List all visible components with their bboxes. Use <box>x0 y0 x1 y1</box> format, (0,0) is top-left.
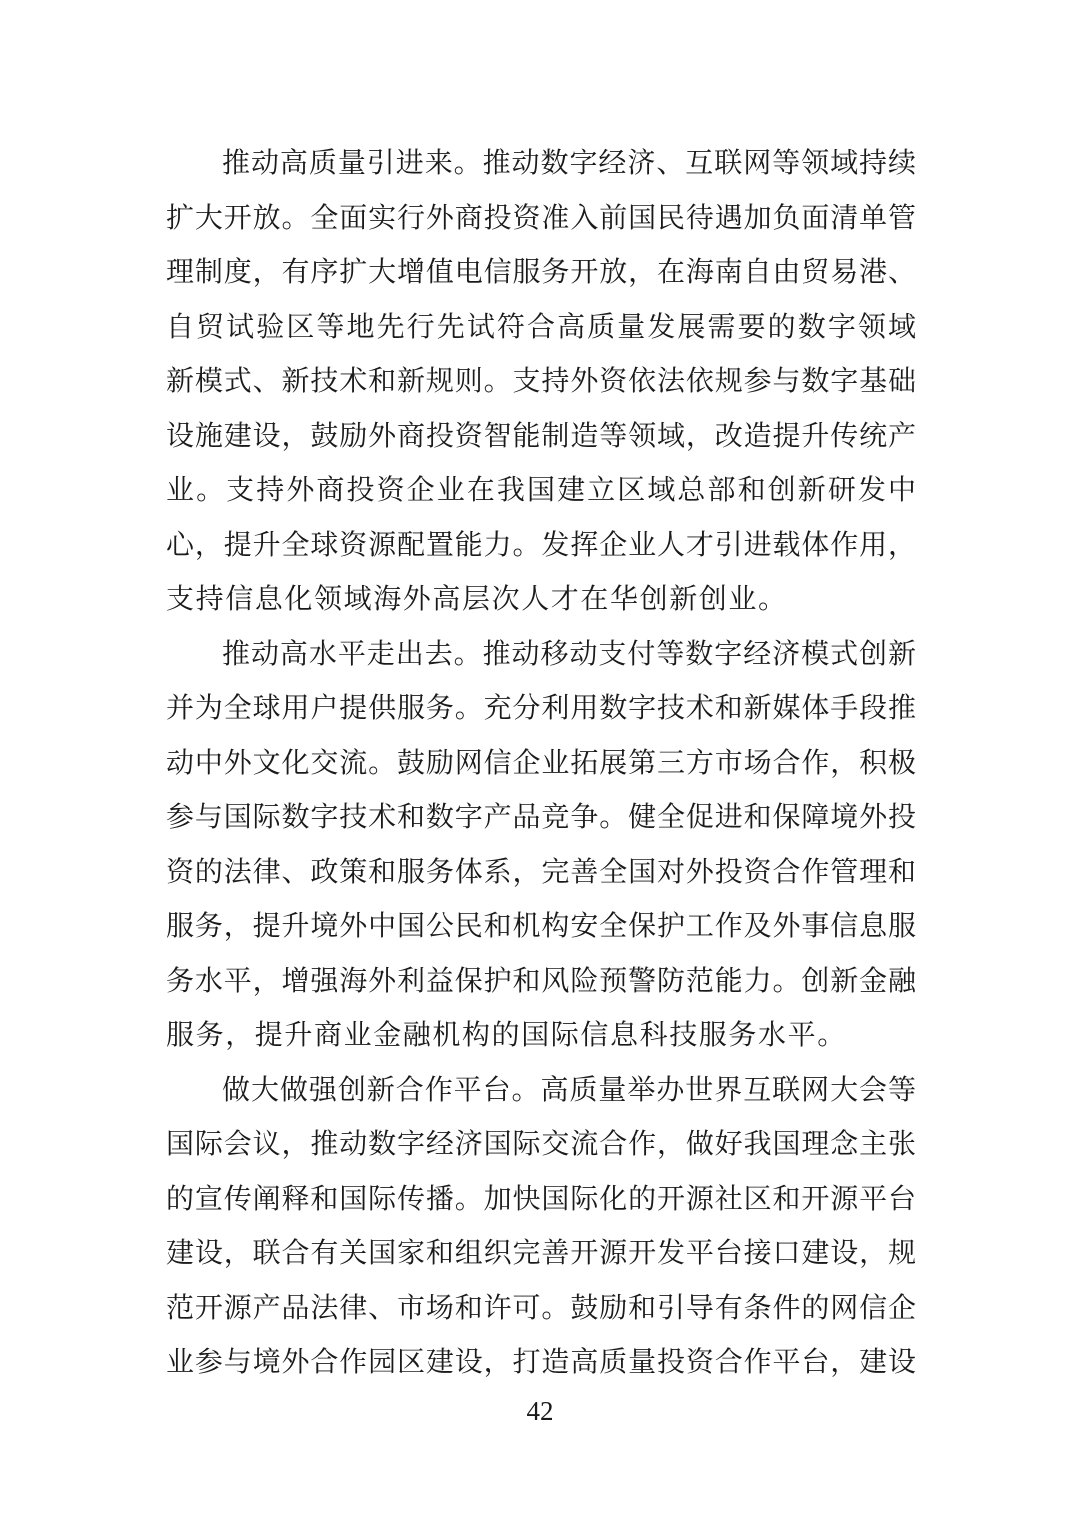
page-number: 42 <box>526 1396 554 1426</box>
paragraph-line: 国际会议，推动数字经济国际交流合作，做好我国理念主张 <box>166 1127 916 1160</box>
paragraph-go-global <box>166 627 916 1063</box>
paragraph-line: 的宣传阐释和国际传播。加快国际化的开源社区和开源平台 <box>166 1181 916 1215</box>
paragraph-attract-investment <box>166 136 916 627</box>
paragraph-line: 推动高水平走出去。推动移动支付等数字经济模式创新 <box>222 636 916 670</box>
paragraph-line: 并为全球用户提供服务。充分利用数字技术和新媒体手段推 <box>166 691 916 724</box>
paragraph-line: 业参与境外合作园区建设，打造高质量投资合作平台，建设 <box>166 1345 916 1378</box>
paragraph-line: 扩大开放。全面实行外商投资准入前国民待遇加负面清单管 <box>166 200 916 234</box>
paragraph-line: 服务，提升商业金融机构的国际信息科技服务水平。 <box>166 1018 847 1051</box>
paragraph-line: 自贸试验区等地先行先试符合高质量发展需要的数字领域 <box>166 309 916 343</box>
paragraph-line: 新模式、新技术和新规则。支持外资依法依规参与数字基础 <box>166 364 916 397</box>
paragraph-line: 动中外文化交流。鼓励网信企业拓展第三方市场合作，积极 <box>166 745 916 779</box>
paragraph-line: 支持信息化领域海外高层次人才在华创新创业。 <box>166 582 788 615</box>
paragraph-line: 参与国际数字技术和数字产品竞争。健全促进和保障境外投 <box>166 800 916 833</box>
body-text <box>166 136 916 1390</box>
paragraph-line: 建设，联合有关国家和组织完善开源开发平台接口建设，规 <box>166 1236 916 1269</box>
paragraph-line: 业。支持外商投资企业在我国建立区域总部和创新研发中 <box>166 473 916 506</box>
paragraph-line: 理制度，有序扩大增值电信服务开放，在海南自由贸易港、 <box>166 255 916 288</box>
paragraph-line: 推动高质量引进来。推动数字经济、互联网等领域持续 <box>222 146 916 179</box>
paragraph-line: 范开源产品法律、市场和许可。鼓励和引导有条件的网信企 <box>166 1290 916 1324</box>
paragraph-line: 务水平，增强海外利益保护和风险预警防范能力。创新金融 <box>166 963 916 997</box>
paragraph-line: 资的法律、政策和服务体系，完善全国对外投资合作管理和 <box>166 854 916 888</box>
paragraph-line: 心，提升全球资源配置能力。发挥企业人才引进载体作用， <box>166 527 916 561</box>
paragraph-line: 做大做强创新合作平台。高质量举办世界互联网大会等 <box>222 1072 916 1106</box>
paragraph-line: 设施建设，鼓励外商投资智能制造等领域，改造提升传统产 <box>166 418 916 452</box>
paragraph-cooperation-platform <box>166 1063 916 1390</box>
paragraph-line: 服务，提升境外中国公民和机构安全保护工作及外事信息服 <box>166 909 916 942</box>
